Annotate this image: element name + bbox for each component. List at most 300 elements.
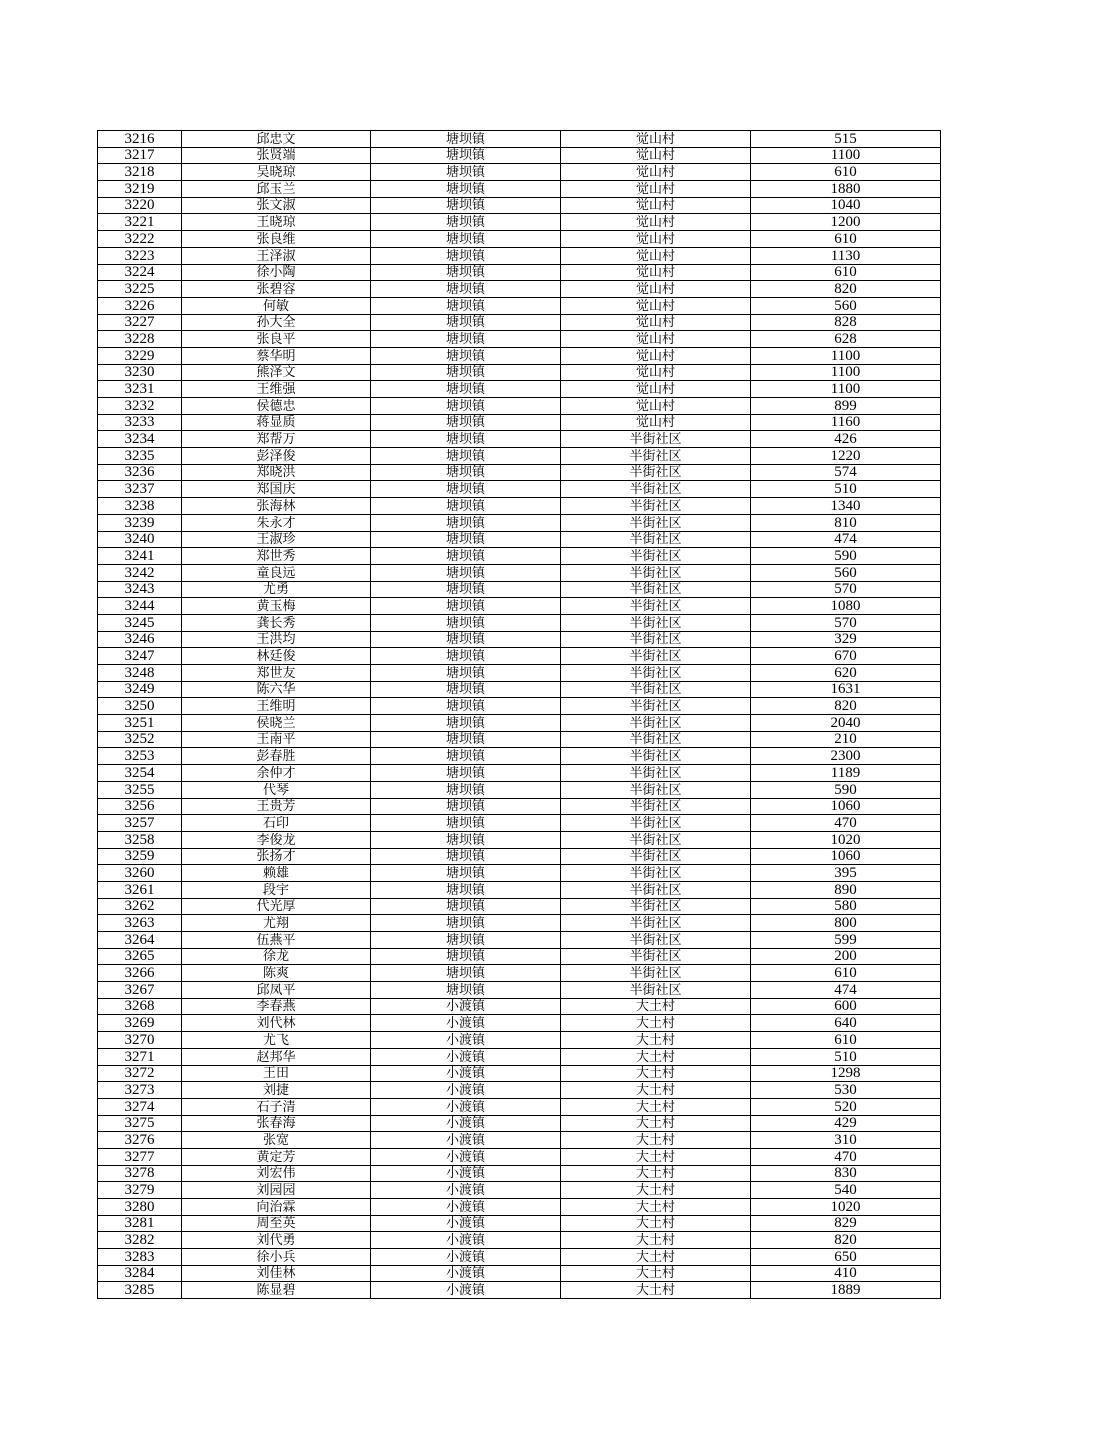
amount-cell: 570 [751,614,941,631]
town-cell: 塘坝镇 [371,831,561,848]
amount-cell: 580 [751,898,941,915]
amount-cell: 200 [751,948,941,965]
table-row [98,881,941,898]
amount-cell: 600 [751,998,941,1015]
table-row [98,297,941,314]
table-row [98,965,941,982]
name-cell: 吴晓琼 [182,164,371,181]
table-row [98,982,941,999]
amount-cell: 890 [751,881,941,898]
name-cell: 赵邦华 [182,1048,371,1065]
name-cell: 李春燕 [182,998,371,1015]
row-number-cell: 3259 [98,848,182,865]
name-cell: 熊泽文 [182,364,371,381]
row-number-cell: 3277 [98,1148,182,1165]
village-cell: 半街社区 [561,831,751,848]
table-row [98,1249,941,1266]
amount-cell: 829 [751,1215,941,1232]
village-cell: 半街社区 [561,781,751,798]
village-cell: 大土村 [561,1065,751,1082]
village-cell: 觉山村 [561,231,751,248]
table-row [98,581,941,598]
amount-cell: 1100 [751,347,941,364]
name-cell: 彭春胜 [182,748,371,765]
row-number-cell: 3232 [98,398,182,415]
village-cell: 觉山村 [561,414,751,431]
table-row [98,164,941,181]
amount-cell: 395 [751,865,941,882]
row-number-cell: 3285 [98,1282,182,1299]
amount-cell: 1060 [751,848,941,865]
name-cell: 张宽 [182,1132,371,1149]
town-cell: 小渡镇 [371,1048,561,1065]
town-cell: 塘坝镇 [371,214,561,231]
amount-cell: 640 [751,1015,941,1032]
name-cell: 刘园园 [182,1182,371,1199]
table-row [98,364,941,381]
row-number-cell: 3270 [98,1032,182,1049]
amount-cell: 560 [751,297,941,314]
amount-cell: 620 [751,665,941,682]
row-number-cell: 3238 [98,498,182,515]
village-cell: 大土村 [561,998,751,1015]
town-cell: 塘坝镇 [371,481,561,498]
table-row [98,1015,941,1032]
row-number-cell: 3235 [98,448,182,465]
name-cell: 刘捷 [182,1082,371,1099]
row-number-cell: 3237 [98,481,182,498]
row-number-cell: 3265 [98,948,182,965]
name-cell: 王泽淑 [182,247,371,264]
amount-cell: 1889 [751,1282,941,1299]
amount-cell: 610 [751,1032,941,1049]
amount-cell: 474 [751,982,941,999]
table-row [98,648,941,665]
town-cell: 小渡镇 [371,1082,561,1099]
table-row [98,181,941,198]
village-cell: 觉山村 [561,281,751,298]
table-row [98,815,941,832]
row-number-cell: 3258 [98,831,182,848]
amount-cell: 610 [751,231,941,248]
row-number-cell: 3283 [98,1249,182,1266]
town-cell: 塘坝镇 [371,965,561,982]
town-cell: 塘坝镇 [371,815,561,832]
row-number-cell: 3278 [98,1165,182,1182]
data-table [97,130,941,1299]
town-cell: 塘坝镇 [371,865,561,882]
amount-cell: 574 [751,464,941,481]
village-cell: 半街社区 [561,614,751,631]
town-cell: 塘坝镇 [371,614,561,631]
name-cell: 王贵芳 [182,798,371,815]
town-cell: 塘坝镇 [371,514,561,531]
town-cell: 塘坝镇 [371,698,561,715]
table-row [98,331,941,348]
town-cell: 塘坝镇 [371,314,561,331]
town-cell: 塘坝镇 [371,197,561,214]
village-cell: 半街社区 [561,514,751,531]
amount-cell: 670 [751,648,941,665]
table-row [98,1282,941,1299]
town-cell: 塘坝镇 [371,431,561,448]
row-number-cell: 3269 [98,1015,182,1032]
row-number-cell: 3233 [98,414,182,431]
table-row [98,1265,941,1282]
table-row [98,698,941,715]
town-cell: 塘坝镇 [371,982,561,999]
row-number-cell: 3227 [98,314,182,331]
table-row [98,214,941,231]
row-number-cell: 3241 [98,548,182,565]
row-number-cell: 3220 [98,197,182,214]
village-cell: 觉山村 [561,297,751,314]
table-row [98,948,941,965]
row-number-cell: 3267 [98,982,182,999]
row-number-cell: 3260 [98,865,182,882]
village-cell: 半街社区 [561,464,751,481]
village-cell: 觉山村 [561,147,751,164]
village-cell: 大土村 [561,1232,751,1249]
table-row [98,1199,941,1216]
amount-cell: 820 [751,698,941,715]
name-cell: 徐龙 [182,948,371,965]
row-number-cell: 3234 [98,431,182,448]
name-cell: 徐小兵 [182,1249,371,1266]
name-cell: 代光厚 [182,898,371,915]
amount-cell: 1189 [751,765,941,782]
table-row [98,598,941,615]
row-number-cell: 3236 [98,464,182,481]
row-number-cell: 3268 [98,998,182,1015]
table-row [98,1065,941,1082]
name-cell: 刘代勇 [182,1232,371,1249]
row-number-cell: 3257 [98,815,182,832]
village-cell: 觉山村 [561,131,751,148]
row-number-cell: 3219 [98,181,182,198]
name-cell: 蔡华明 [182,347,371,364]
amount-cell: 470 [751,815,941,832]
amount-cell: 1160 [751,414,941,431]
row-number-cell: 3256 [98,798,182,815]
amount-cell: 426 [751,431,941,448]
village-cell: 半街社区 [561,982,751,999]
amount-cell: 410 [751,1265,941,1282]
town-cell: 塘坝镇 [371,297,561,314]
village-cell: 大土村 [561,1165,751,1182]
table-row [98,748,941,765]
town-cell: 塘坝镇 [371,881,561,898]
village-cell: 半街社区 [561,881,751,898]
amount-cell: 1080 [751,598,941,615]
town-cell: 塘坝镇 [371,748,561,765]
village-cell: 半街社区 [561,498,751,515]
table-row [98,1215,941,1232]
amount-cell: 650 [751,1249,941,1266]
village-cell: 大土村 [561,1199,751,1216]
amount-cell: 510 [751,481,941,498]
amount-cell: 210 [751,731,941,748]
name-cell: 向治霖 [182,1199,371,1216]
town-cell: 小渡镇 [371,1032,561,1049]
name-cell: 石印 [182,815,371,832]
amount-cell: 1631 [751,681,941,698]
village-cell: 觉山村 [561,381,751,398]
village-cell: 觉山村 [561,214,751,231]
table-body [98,131,941,1299]
row-number-cell: 3279 [98,1182,182,1199]
table-row [98,498,941,515]
table-row [98,1048,941,1065]
village-cell: 半街社区 [561,564,751,581]
table-row [98,464,941,481]
table-row [98,731,941,748]
row-number-cell: 3239 [98,514,182,531]
row-number-cell: 3231 [98,381,182,398]
town-cell: 塘坝镇 [371,331,561,348]
name-cell: 郑世秀 [182,548,371,565]
amount-cell: 2040 [751,715,941,732]
village-cell: 半街社区 [561,748,751,765]
town-cell: 塘坝镇 [371,898,561,915]
amount-cell: 599 [751,932,941,949]
table-row [98,865,941,882]
table-row [98,1182,941,1199]
town-cell: 塘坝镇 [371,264,561,281]
town-cell: 塘坝镇 [371,648,561,665]
village-cell: 半街社区 [561,798,751,815]
village-cell: 大土村 [561,1282,751,1299]
town-cell: 塘坝镇 [371,498,561,515]
village-cell: 半街社区 [561,448,751,465]
village-cell: 半街社区 [561,731,751,748]
amount-cell: 1060 [751,798,941,815]
row-number-cell: 3216 [98,131,182,148]
town-cell: 塘坝镇 [371,731,561,748]
amount-cell: 510 [751,1048,941,1065]
amount-cell: 1880 [751,181,941,198]
amount-cell: 1298 [751,1065,941,1082]
amount-cell: 1340 [751,498,941,515]
table-row [98,915,941,932]
table-row [98,932,941,949]
village-cell: 半街社区 [561,648,751,665]
amount-cell: 830 [751,1165,941,1182]
table-row [98,898,941,915]
table-row [98,381,941,398]
village-cell: 大土村 [561,1215,751,1232]
town-cell: 小渡镇 [371,1015,561,1032]
row-number-cell: 3221 [98,214,182,231]
village-cell: 半街社区 [561,765,751,782]
row-number-cell: 3281 [98,1215,182,1232]
row-number-cell: 3225 [98,281,182,298]
village-cell: 半街社区 [561,965,751,982]
name-cell: 蒋显质 [182,414,371,431]
table-row [98,514,941,531]
name-cell: 王南平 [182,731,371,748]
town-cell: 塘坝镇 [371,765,561,782]
amount-cell: 590 [751,781,941,798]
town-cell: 塘坝镇 [371,448,561,465]
table-row [98,1082,941,1099]
town-cell: 塘坝镇 [371,531,561,548]
town-cell: 塘坝镇 [371,681,561,698]
village-cell: 半街社区 [561,531,751,548]
row-number-cell: 3242 [98,564,182,581]
amount-cell: 1020 [751,831,941,848]
name-cell: 彭泽俊 [182,448,371,465]
table-row [98,448,941,465]
row-number-cell: 3226 [98,297,182,314]
name-cell: 张良维 [182,231,371,248]
name-cell: 郑世友 [182,665,371,682]
row-number-cell: 3255 [98,781,182,798]
town-cell: 塘坝镇 [371,948,561,965]
row-number-cell: 3240 [98,531,182,548]
town-cell: 塘坝镇 [371,798,561,815]
village-cell: 觉山村 [561,347,751,364]
row-number-cell: 3251 [98,715,182,732]
village-cell: 大土村 [561,1182,751,1199]
village-cell: 大土村 [561,1032,751,1049]
name-cell: 郑国庆 [182,481,371,498]
amount-cell: 828 [751,314,941,331]
table-row [98,398,941,415]
village-cell: 大土村 [561,1098,751,1115]
table-row [98,831,941,848]
table-row [98,281,941,298]
table-row [98,1115,941,1132]
table-row [98,414,941,431]
row-number-cell: 3247 [98,648,182,665]
town-cell: 塘坝镇 [371,781,561,798]
name-cell: 张良平 [182,331,371,348]
amount-cell: 560 [751,564,941,581]
amount-cell: 820 [751,1232,941,1249]
village-cell: 觉山村 [561,247,751,264]
row-number-cell: 3271 [98,1048,182,1065]
table-row [98,781,941,798]
name-cell: 王维强 [182,381,371,398]
town-cell: 塘坝镇 [371,598,561,615]
table-row [98,715,941,732]
table-row [98,998,941,1015]
town-cell: 小渡镇 [371,1232,561,1249]
amount-cell: 1100 [751,381,941,398]
village-cell: 半街社区 [561,815,751,832]
row-number-cell: 3273 [98,1082,182,1099]
table-row [98,1132,941,1149]
village-cell: 半街社区 [561,848,751,865]
village-cell: 半街社区 [561,948,751,965]
table-row [98,314,941,331]
amount-cell: 1020 [751,1199,941,1216]
village-cell: 半街社区 [561,681,751,698]
row-number-cell: 3217 [98,147,182,164]
village-cell: 觉山村 [561,398,751,415]
amount-cell: 520 [751,1098,941,1115]
amount-cell: 1040 [751,197,941,214]
village-cell: 半街社区 [561,915,751,932]
table-row [98,147,941,164]
town-cell: 小渡镇 [371,1165,561,1182]
village-cell: 半街社区 [561,865,751,882]
town-cell: 塘坝镇 [371,715,561,732]
town-cell: 塘坝镇 [371,398,561,415]
name-cell: 陈爽 [182,965,371,982]
name-cell: 黄定芳 [182,1148,371,1165]
name-cell: 刘宏伟 [182,1165,371,1182]
amount-cell: 590 [751,548,941,565]
village-cell: 觉山村 [561,164,751,181]
table-row [98,1148,941,1165]
village-cell: 半街社区 [561,932,751,949]
town-cell: 塘坝镇 [371,247,561,264]
village-cell: 半街社区 [561,665,751,682]
town-cell: 塘坝镇 [371,464,561,481]
amount-cell: 820 [751,281,941,298]
town-cell: 塘坝镇 [371,414,561,431]
row-number-cell: 3252 [98,731,182,748]
name-cell: 郑晓洪 [182,464,371,481]
village-cell: 半街社区 [561,581,751,598]
town-cell: 小渡镇 [371,1282,561,1299]
town-cell: 塘坝镇 [371,631,561,648]
table-row [98,247,941,264]
name-cell: 郑帮万 [182,431,371,448]
row-number-cell: 3243 [98,581,182,598]
row-number-cell: 3264 [98,932,182,949]
table-row [98,848,941,865]
row-number-cell: 3245 [98,614,182,631]
town-cell: 塘坝镇 [371,848,561,865]
name-cell: 孙大全 [182,314,371,331]
village-cell: 半街社区 [561,631,751,648]
name-cell: 赖雄 [182,865,371,882]
amount-cell: 610 [751,965,941,982]
table-row [98,481,941,498]
amount-cell: 1100 [751,364,941,381]
town-cell: 塘坝镇 [371,548,561,565]
name-cell: 李俊龙 [182,831,371,848]
row-number-cell: 3246 [98,631,182,648]
town-cell: 塘坝镇 [371,564,561,581]
amount-cell: 329 [751,631,941,648]
name-cell: 刘代林 [182,1015,371,1032]
amount-cell: 474 [751,531,941,548]
name-cell: 黄玉梅 [182,598,371,615]
village-cell: 半街社区 [561,598,751,615]
village-cell: 半街社区 [561,431,751,448]
row-number-cell: 3228 [98,331,182,348]
village-cell: 大土村 [561,1265,751,1282]
table-row [98,1098,941,1115]
row-number-cell: 3275 [98,1115,182,1132]
town-cell: 小渡镇 [371,1132,561,1149]
amount-cell: 570 [751,581,941,598]
amount-cell: 1130 [751,247,941,264]
village-cell: 大土村 [561,1115,751,1132]
row-number-cell: 3229 [98,347,182,364]
town-cell: 塘坝镇 [371,231,561,248]
table-row [98,531,941,548]
village-cell: 大土村 [561,1249,751,1266]
name-cell: 朱永才 [182,514,371,531]
table-row [98,1165,941,1182]
name-cell: 尤翔 [182,915,371,932]
name-cell: 尤勇 [182,581,371,598]
